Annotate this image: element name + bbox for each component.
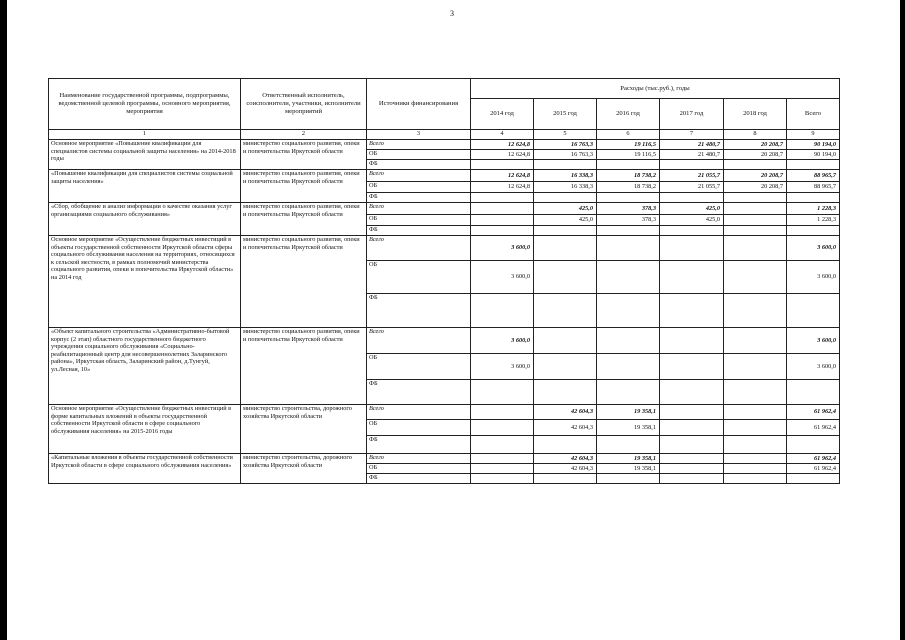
amount-cell: 16 763,3 (534, 140, 597, 150)
amount-cell (660, 436, 724, 454)
amount-cell (597, 354, 660, 380)
column-index: 2 (241, 130, 367, 140)
amount-cell (534, 354, 597, 380)
amount-cell: 1 228,3 (787, 203, 840, 215)
amount-cell: 16 763,3 (534, 150, 597, 160)
funding-source-fb: ФБ (367, 294, 471, 328)
amount-cell: 20 208,7 (724, 182, 787, 193)
amount-cell: 3 600,0 (471, 354, 534, 380)
amount-cell (660, 193, 724, 203)
row-program-name: «Капитальные вложения в объекты государственной собственности Иркутской области в сфере социального обслуживания населения» (49, 454, 241, 484)
column-index: 5 (534, 130, 597, 140)
column-index: 8 (724, 130, 787, 140)
amount-cell (724, 354, 787, 380)
amount-cell (724, 294, 787, 328)
amount-cell (660, 160, 724, 170)
amount-cell: 90 194,0 (787, 140, 840, 150)
amount-cell: 61 962,4 (787, 420, 840, 436)
amount-cell (724, 203, 787, 215)
amount-cell (660, 420, 724, 436)
amount-cell: 425,0 (660, 215, 724, 226)
amount-cell (597, 294, 660, 328)
amount-cell (471, 193, 534, 203)
amount-cell (597, 160, 660, 170)
amount-cell (534, 294, 597, 328)
amount-cell (471, 420, 534, 436)
amount-cell: 425,0 (534, 215, 597, 226)
table-row (49, 203, 840, 215)
amount-cell (724, 226, 787, 236)
amount-cell (471, 436, 534, 454)
header-total: Всего (787, 99, 840, 130)
amount-cell (660, 226, 724, 236)
amount-cell (660, 236, 724, 261)
amount-cell (534, 328, 597, 354)
amount-cell: 88 965,7 (787, 170, 840, 182)
funding-source-total: Всего (367, 328, 471, 354)
amount-cell (471, 474, 534, 484)
amount-cell (660, 464, 724, 474)
amount-cell (597, 474, 660, 484)
amount-cell: 3 600,0 (787, 328, 840, 354)
amount-cell (534, 160, 597, 170)
funding-source-total: Всего (367, 454, 471, 464)
row-executor: министерство социального развития, опеки и попечительства Иркутской области (241, 140, 367, 170)
amount-cell (787, 474, 840, 484)
amount-cell: 1 228,3 (787, 215, 840, 226)
header-year-2015: 2015 год (534, 99, 597, 130)
row-executor: министерство строительства, дорожного хозяйства Иркутской области (241, 454, 367, 484)
amount-cell (724, 380, 787, 405)
amount-cell (597, 193, 660, 203)
amount-cell (471, 160, 534, 170)
funding-source-total: Всего (367, 140, 471, 150)
amount-cell (534, 193, 597, 203)
amount-cell (597, 261, 660, 294)
amount-cell: 90 194,0 (787, 150, 840, 160)
amount-cell: 19 116,5 (597, 140, 660, 150)
funding-source-ob: ОБ (367, 215, 471, 226)
column-index: 1 (49, 130, 241, 140)
amount-cell: 3 600,0 (787, 354, 840, 380)
amount-cell (534, 380, 597, 405)
amount-cell: 12 624,8 (471, 182, 534, 193)
table-row (49, 454, 840, 464)
amount-cell (597, 236, 660, 261)
amount-cell: 42 604,3 (534, 454, 597, 464)
amount-cell (471, 226, 534, 236)
amount-cell: 19 358,1 (597, 405, 660, 420)
amount-cell: 3 600,0 (471, 261, 534, 294)
amount-cell: 3 600,0 (787, 236, 840, 261)
funding-source-ob: ОБ (367, 182, 471, 193)
amount-cell (660, 454, 724, 464)
amount-cell (534, 261, 597, 294)
row-program-name: Основное мероприятие «Повышение квалификации для специалистов системы социальной защиты населения» на 2014-2018 годы (49, 140, 241, 170)
amount-cell (471, 215, 534, 226)
amount-cell (787, 436, 840, 454)
amount-cell: 21 055,7 (660, 170, 724, 182)
funding-source-total: Всего (367, 170, 471, 182)
amount-cell: 18 738,2 (597, 182, 660, 193)
amount-cell (534, 236, 597, 261)
amount-cell: 378,3 (597, 215, 660, 226)
amount-cell: 20 208,7 (724, 140, 787, 150)
funding-source-total: Всего (367, 236, 471, 261)
funding-source-total: Всего (367, 203, 471, 215)
table-row (49, 236, 840, 261)
amount-cell (724, 436, 787, 454)
scan-border-right (900, 0, 905, 640)
amount-cell: 425,0 (660, 203, 724, 215)
amount-cell: 42 604,3 (534, 420, 597, 436)
amount-cell: 12 624,8 (471, 150, 534, 160)
amount-cell: 21 480,7 (660, 150, 724, 160)
amount-cell (471, 454, 534, 464)
row-program-name: «Сбор, обобщение и анализ информации о качестве оказания услуг организациями социального обслуживания» (49, 203, 241, 236)
amount-cell: 19 358,1 (597, 454, 660, 464)
column-index: 9 (787, 130, 840, 140)
amount-cell (724, 261, 787, 294)
amount-cell: 20 208,7 (724, 150, 787, 160)
header-program-name: Наименование государственной программы, подпрограммы, ведомственной целевой программы, основного мероприятия, мероприятия (49, 79, 241, 130)
column-index: 7 (660, 130, 724, 140)
amount-cell (471, 380, 534, 405)
funding-source-fb: ФБ (367, 226, 471, 236)
table-row (49, 140, 840, 150)
amount-cell (787, 193, 840, 203)
header-expenses: Расходы (тыс.руб.), годы (471, 79, 840, 99)
funding-source-fb: ФБ (367, 380, 471, 405)
row-executor: министерство социального развития, опеки и попечительства Иркутской области (241, 236, 367, 328)
amount-cell: 21 480,7 (660, 140, 724, 150)
amount-cell (471, 294, 534, 328)
amount-cell (534, 436, 597, 454)
table-row (49, 170, 840, 182)
amount-cell (660, 354, 724, 380)
amount-cell (660, 328, 724, 354)
amount-cell: 19 358,1 (597, 464, 660, 474)
amount-cell: 42 604,3 (534, 405, 597, 420)
amount-cell: 19 116,5 (597, 150, 660, 160)
amount-cell (660, 405, 724, 420)
funding-source-total: Всего (367, 405, 471, 420)
table-row (49, 405, 840, 420)
amount-cell (471, 405, 534, 420)
header-executor: Ответственный исполнитель, соисполнители, участники, исполнители мероприятий (241, 79, 367, 130)
amount-cell (787, 160, 840, 170)
amount-cell: 12 624,8 (471, 170, 534, 182)
amount-cell: 61 962,4 (787, 464, 840, 474)
amount-cell: 425,0 (534, 203, 597, 215)
amount-cell (724, 236, 787, 261)
amount-cell: 16 338,3 (534, 170, 597, 182)
amount-cell: 42 604,3 (534, 464, 597, 474)
scan-border-left (0, 0, 7, 640)
amount-cell (534, 226, 597, 236)
amount-cell (724, 215, 787, 226)
amount-cell: 3 600,0 (471, 328, 534, 354)
funding-source-ob: ОБ (367, 464, 471, 474)
header-year-2016: 2016 год (597, 99, 660, 130)
amount-cell (471, 464, 534, 474)
row-program-name: Основное мероприятие «Осуществление бюджетных инвестиций в объекты государственной собственности Иркутской области сферы социального обслуживания населения на территориях, относящихся к сельской местности, в рамках полномочий министерства социального развития, опеки и попечительства Иркутской области» на 2014 год (49, 236, 241, 328)
row-executor: министерство социального развития, опеки и попечительства Иркутской области (241, 170, 367, 203)
funding-source-fb: ФБ (367, 436, 471, 454)
funding-source-fb: ФБ (367, 160, 471, 170)
amount-cell (597, 226, 660, 236)
amount-cell (597, 380, 660, 405)
funding-source-ob: ОБ (367, 420, 471, 436)
amount-cell (724, 464, 787, 474)
page-number: 3 (450, 9, 454, 18)
amount-cell: 3 600,0 (471, 236, 534, 261)
funding-source-ob: ОБ (367, 354, 471, 380)
row-program-name: «Повышение квалификации для специалистов системы социальной защиты населения» (49, 170, 241, 203)
amount-cell (660, 261, 724, 294)
row-executor: министерство строительства, дорожного хозяйства Иркутской области (241, 405, 367, 454)
amount-cell (724, 160, 787, 170)
column-index: 6 (597, 130, 660, 140)
amount-cell (787, 294, 840, 328)
column-index: 4 (471, 130, 534, 140)
amount-cell (534, 474, 597, 484)
amount-cell (724, 405, 787, 420)
amount-cell (660, 380, 724, 405)
amount-cell (787, 380, 840, 405)
amount-cell: 378,3 (597, 203, 660, 215)
amount-cell: 88 965,7 (787, 182, 840, 193)
column-index: 3 (367, 130, 471, 140)
amount-cell: 21 055,7 (660, 182, 724, 193)
amount-cell (724, 454, 787, 464)
amount-cell (724, 474, 787, 484)
row-executor: министерство социального развития, опеки и попечительства Иркутской области (241, 328, 367, 405)
funding-source-ob: ОБ (367, 150, 471, 160)
funding-source-fb: ФБ (367, 474, 471, 484)
header-year-2018: 2018 год (724, 99, 787, 130)
header-year-2014: 2014 год (471, 99, 534, 130)
amount-cell: 16 338,3 (534, 182, 597, 193)
row-program-name: Основное мероприятие «Осуществление бюджетных инвестиций в форме капитальных вложений в объекты государственной собственности Иркутской области в сфере социального обслуживания населения» на 2015-2016 годы (49, 405, 241, 454)
amount-cell: 18 738,2 (597, 170, 660, 182)
expenses-table (48, 78, 840, 484)
amount-cell: 12 624,8 (471, 140, 534, 150)
amount-cell (660, 474, 724, 484)
amount-cell: 3 600,0 (787, 261, 840, 294)
amount-cell (724, 193, 787, 203)
amount-cell (471, 203, 534, 215)
header-year-2017: 2017 год (660, 99, 724, 130)
amount-cell: 20 208,7 (724, 170, 787, 182)
amount-cell (660, 294, 724, 328)
amount-cell (724, 420, 787, 436)
funding-source-ob: ОБ (367, 261, 471, 294)
amount-cell (597, 328, 660, 354)
row-executor: министерство социального развития, опеки и попечительства Иркутской области (241, 203, 367, 236)
amount-cell (787, 226, 840, 236)
amount-cell (724, 328, 787, 354)
amount-cell: 61 962,4 (787, 454, 840, 464)
amount-cell: 19 358,1 (597, 420, 660, 436)
header-funding-sources: Источники финансирования (367, 79, 471, 130)
row-program-name: «Объект капитального строительства «Административно-бытовой корпус (2 этап) областного государственного бюджетного учреждения социального обслуживания «Социально-реабилитационный центр для несовершеннолетних Заларинского района», Иркутская область, Заларинский район, д.Тунгуй, ул.Лесная, 10» (49, 328, 241, 405)
funding-source-fb: ФБ (367, 193, 471, 203)
table-row (49, 328, 840, 354)
amount-cell: 61 962,4 (787, 405, 840, 420)
amount-cell (597, 436, 660, 454)
